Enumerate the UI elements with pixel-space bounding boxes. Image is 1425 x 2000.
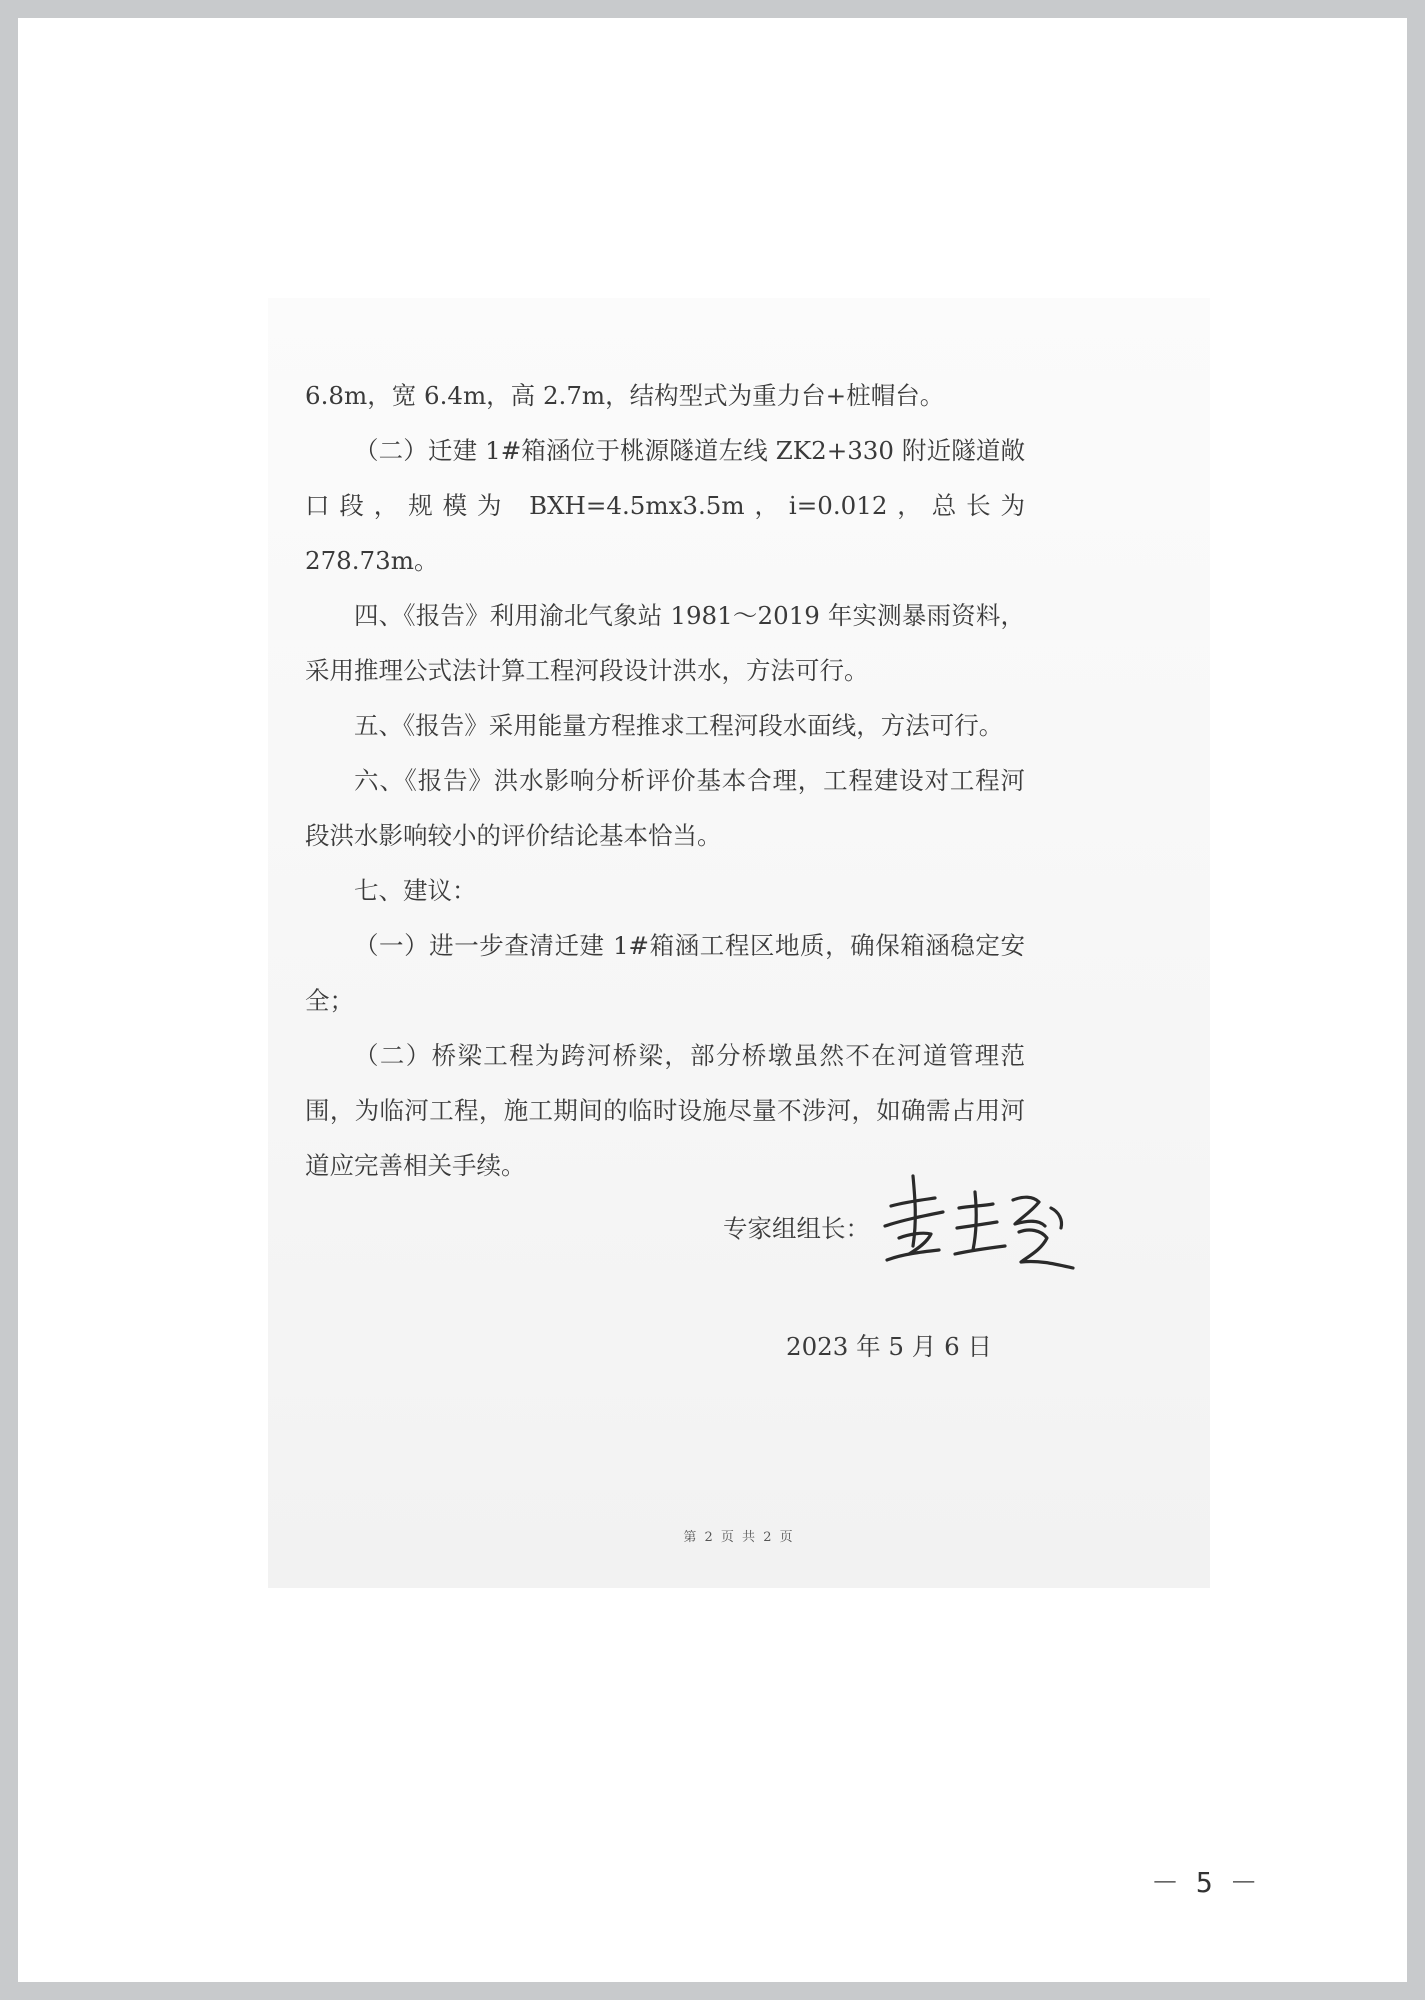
handwritten-signature [873, 1168, 1083, 1278]
paragraph: （二）桥梁工程为跨河桥梁，部分桥墩虽然不在河道管理范围，为临河工程，施工期间的临时设施尽量不涉河，如确需占用河道应完善相关手续。 [305, 1041, 1025, 1180]
scan-page-footer: 第 2 页 共 2 页 [683, 1530, 795, 1545]
signature-block [723, 1168, 1123, 1278]
scanned-page [268, 298, 1210, 1588]
document-page [18, 18, 1407, 1982]
paragraph: 四、《报告》利用渝北气象站 1981～2019 年实测暴雨资料，采用推理公式法计算工程河段设计洪水，方法可行。 [305, 601, 1025, 685]
paragraph: （一）进一步查清迁建 1#箱涵工程区地质，确保箱涵稳定安全； [305, 931, 1025, 1015]
document-date: 2023 年 5 月 6 日 [786, 1332, 992, 1361]
paragraph: 6.8m，宽 6.4m，高 2.7m，结构型式为重力台+桩帽台。 [305, 381, 945, 410]
paragraph: 七、建议： [354, 876, 477, 905]
paragraph: 五、《报告》采用能量方程推求工程河段水面线，方法可行。 [354, 711, 1004, 740]
page-number: － 5 － [1151, 1866, 1258, 1899]
signer-label: 专家组组长： [723, 1214, 870, 1243]
body-text [305, 368, 1025, 1193]
paragraph: 六、《报告》洪水影响分析评价基本合理，工程建设对工程河段洪水影响较小的评价结论基本恰当。 [305, 766, 1025, 850]
paragraph: （二）迁建 1#箱涵位于桃源隧道左线 ZK2+330 附近隧道敞口段，规模为 BXH=4.5mx3.5m，i=0.012，总长为 278.73m。 [305, 436, 1025, 575]
